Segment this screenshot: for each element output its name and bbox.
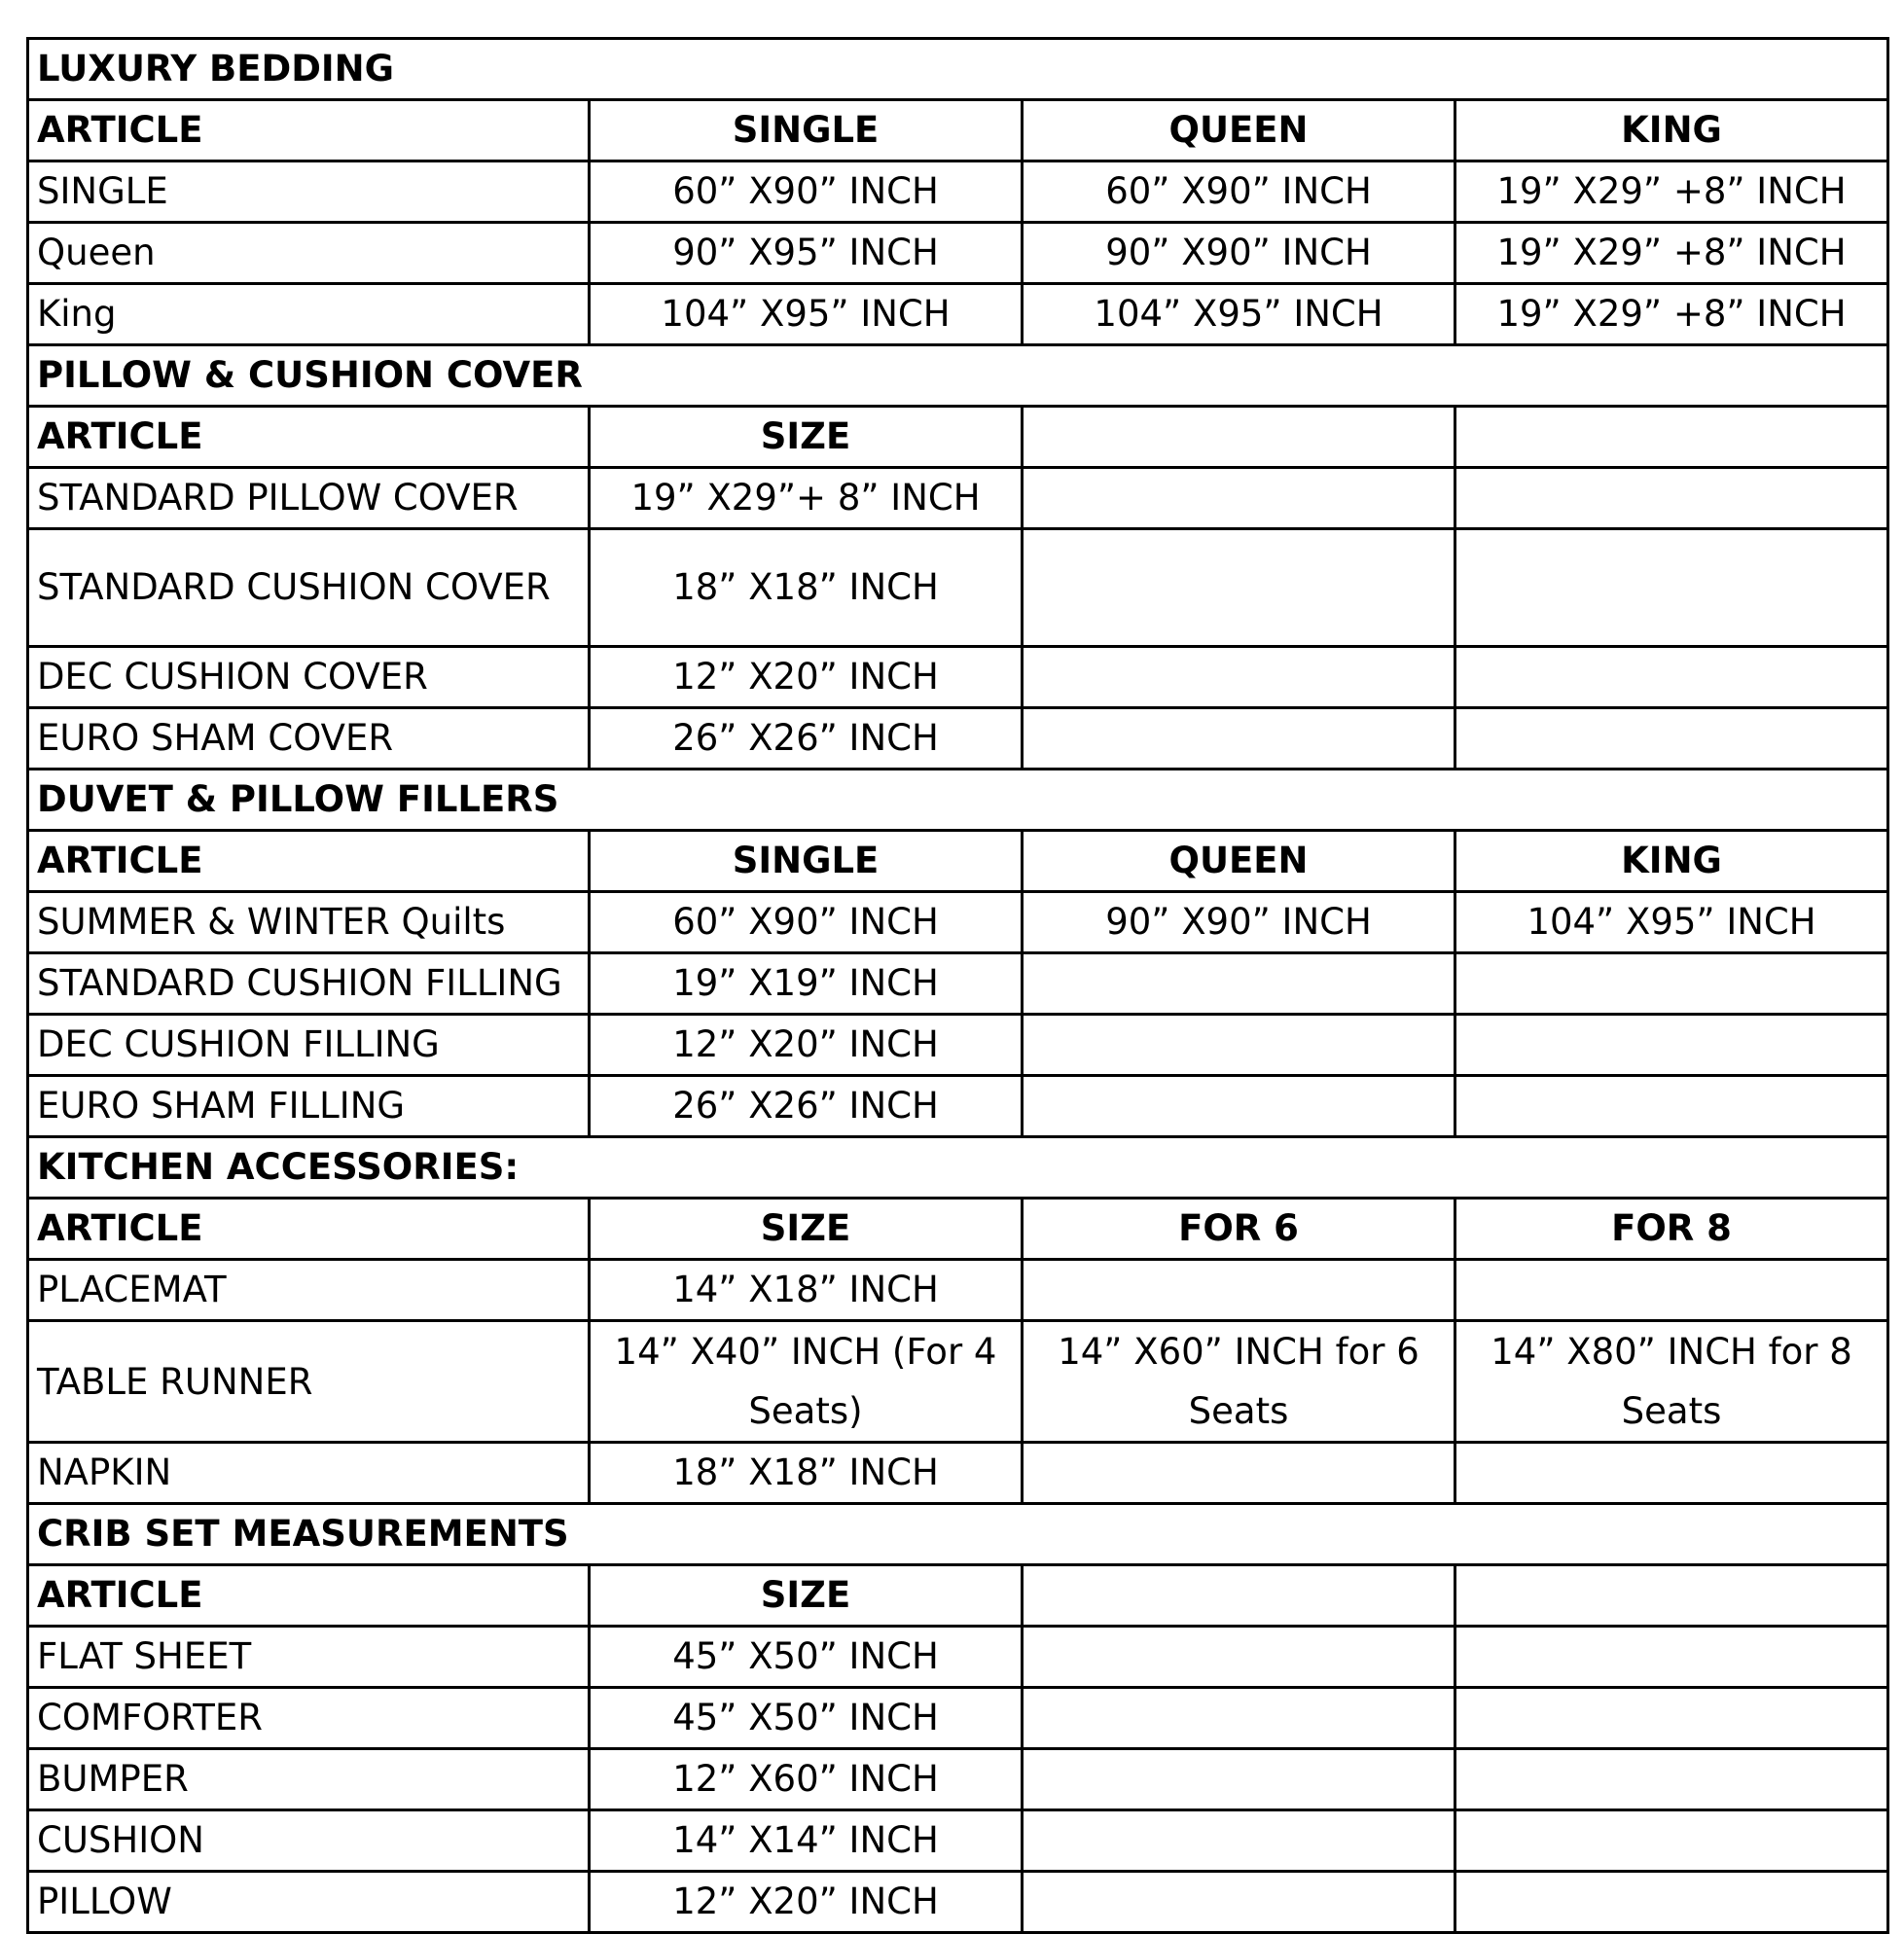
section-title: CRIB SET MEASUREMENTS [28,1504,1888,1565]
header-cell [1023,1565,1455,1627]
value-cell [1455,1872,1888,1933]
value-cell [1455,1688,1888,1749]
value-cell: 90” X90” INCH [1023,892,1455,953]
value-cell [1455,1810,1888,1872]
header-cell [1455,407,1888,468]
header-cell: SIZE [590,407,1023,468]
value-cell: 12” X60” INCH [590,1749,1023,1810]
table-row [28,1321,1888,1443]
table-row [28,953,1888,1015]
article-cell: BUMPER [28,1749,590,1810]
value-cell [1455,468,1888,529]
value-cell: 60” X90” INCH [590,161,1023,223]
value-cell [1023,708,1455,770]
section-title-row [28,345,1888,407]
table-row [28,892,1888,953]
value-cell [1455,1749,1888,1810]
section-title-row [28,1504,1888,1565]
value-cell [1455,1015,1888,1076]
article-cell: COMFORTER [28,1688,590,1749]
value-cell [1023,647,1455,708]
value-cell: 14” X60” INCH for 6 Seats [1023,1321,1455,1443]
table-row [28,647,1888,708]
article-cell: STANDARD CUSHION COVER [28,529,590,647]
value-cell: 26” X26” INCH [590,708,1023,770]
value-cell [1023,1810,1455,1872]
value-cell [1455,647,1888,708]
value-cell: 19” X19” INCH [590,953,1023,1015]
article-cell: CUSHION [28,1810,590,1872]
value-cell [1023,1688,1455,1749]
header-row [28,407,1888,468]
value-cell [1023,468,1455,529]
section-title-row [28,770,1888,831]
article-cell: EURO SHAM COVER [28,708,590,770]
value-cell [1023,1872,1455,1933]
value-cell [1023,1260,1455,1321]
value-cell: 45” X50” INCH [590,1627,1023,1688]
value-cell: 18” X18” INCH [590,1443,1023,1504]
value-cell: 19” X29” +8” INCH [1455,161,1888,223]
article-cell: PILLOW [28,1872,590,1933]
article-cell: NAPKIN [28,1443,590,1504]
article-cell: STANDARD PILLOW COVER [28,468,590,529]
table-row [28,1688,1888,1749]
value-cell [1023,1627,1455,1688]
table-row [28,1810,1888,1872]
header-cell: SIZE [590,1199,1023,1260]
value-cell: 104” X95” INCH [1455,892,1888,953]
table-row [28,468,1888,529]
value-cell [1455,1627,1888,1688]
header-cell [1455,1565,1888,1627]
value-cell: 26” X26” INCH [590,1076,1023,1137]
header-row [28,1199,1888,1260]
header-row [28,1565,1888,1627]
value-cell: 19” X29”+ 8” INCH [590,468,1023,529]
value-cell: 12” X20” INCH [590,1015,1023,1076]
value-cell [1023,953,1455,1015]
article-cell: EURO SHAM FILLING [28,1076,590,1137]
value-cell [1455,529,1888,647]
value-cell: 60” X90” INCH [1023,161,1455,223]
measurements-table [26,37,1889,1934]
section-title: KITCHEN ACCESSORIES: [28,1137,1888,1199]
header-cell: ARTICLE [28,1199,590,1260]
value-cell [1455,1076,1888,1137]
value-cell: 90” X95” INCH [590,223,1023,284]
table-row [28,529,1888,647]
value-cell: 104” X95” INCH [590,284,1023,345]
header-cell: ARTICLE [28,407,590,468]
article-cell: TABLE RUNNER [28,1321,590,1443]
value-cell: 60” X90” INCH [590,892,1023,953]
table-row [28,1076,1888,1137]
value-cell: 14” X80” INCH for 8 Seats [1455,1321,1888,1443]
section-title: PILLOW & CUSHION COVER [28,345,1888,407]
header-cell: KING [1455,831,1888,892]
table-row [28,284,1888,345]
article-cell: DEC CUSHION COVER [28,647,590,708]
article-cell: SUMMER & WINTER Quilts [28,892,590,953]
value-cell [1023,1443,1455,1504]
header-cell: ARTICLE [28,100,590,161]
value-cell [1455,1260,1888,1321]
table-row [28,1443,1888,1504]
article-cell: PLACEMAT [28,1260,590,1321]
value-cell [1023,1015,1455,1076]
header-cell: QUEEN [1023,831,1455,892]
value-cell: 14” X18” INCH [590,1260,1023,1321]
header-cell: SIZE [590,1565,1023,1627]
table-row [28,1872,1888,1933]
table-row [28,1627,1888,1688]
header-cell: KING [1455,100,1888,161]
section-title: LUXURY BEDDING [28,39,1888,100]
article-cell: DEC CUSHION FILLING [28,1015,590,1076]
header-cell: ARTICLE [28,1565,590,1627]
section-title-row [28,39,1888,100]
header-cell: SINGLE [590,831,1023,892]
value-cell: 19” X29” +8” INCH [1455,223,1888,284]
header-cell: QUEEN [1023,100,1455,161]
table-row [28,1015,1888,1076]
value-cell [1023,1749,1455,1810]
value-cell [1023,1076,1455,1137]
value-cell [1455,953,1888,1015]
table-row [28,161,1888,223]
value-cell [1455,1443,1888,1504]
article-cell: STANDARD CUSHION FILLING [28,953,590,1015]
table-row [28,223,1888,284]
value-cell [1023,529,1455,647]
section-title: DUVET & PILLOW FILLERS [28,770,1888,831]
header-cell: ARTICLE [28,831,590,892]
header-row [28,100,1888,161]
value-cell: 19” X29” +8” INCH [1455,284,1888,345]
table-row [28,1260,1888,1321]
table-row [28,708,1888,770]
header-cell: SINGLE [590,100,1023,161]
article-cell: Queen [28,223,590,284]
value-cell: 45” X50” INCH [590,1688,1023,1749]
value-cell: 14” X14” INCH [590,1810,1023,1872]
value-cell [1455,708,1888,770]
value-cell: 104” X95” INCH [1023,284,1455,345]
section-title-row [28,1137,1888,1199]
header-cell: FOR 6 [1023,1199,1455,1260]
value-cell: 12” X20” INCH [590,1872,1023,1933]
table-row [28,1749,1888,1810]
article-cell: FLAT SHEET [28,1627,590,1688]
article-cell: King [28,284,590,345]
value-cell: 14” X40” INCH (For 4 Seats) [590,1321,1023,1443]
article-cell: SINGLE [28,161,590,223]
header-row [28,831,1888,892]
value-cell: 12” X20” INCH [590,647,1023,708]
header-cell: FOR 8 [1455,1199,1888,1260]
value-cell: 90” X90” INCH [1023,223,1455,284]
value-cell: 18” X18” INCH [590,529,1023,647]
header-cell [1023,407,1455,468]
